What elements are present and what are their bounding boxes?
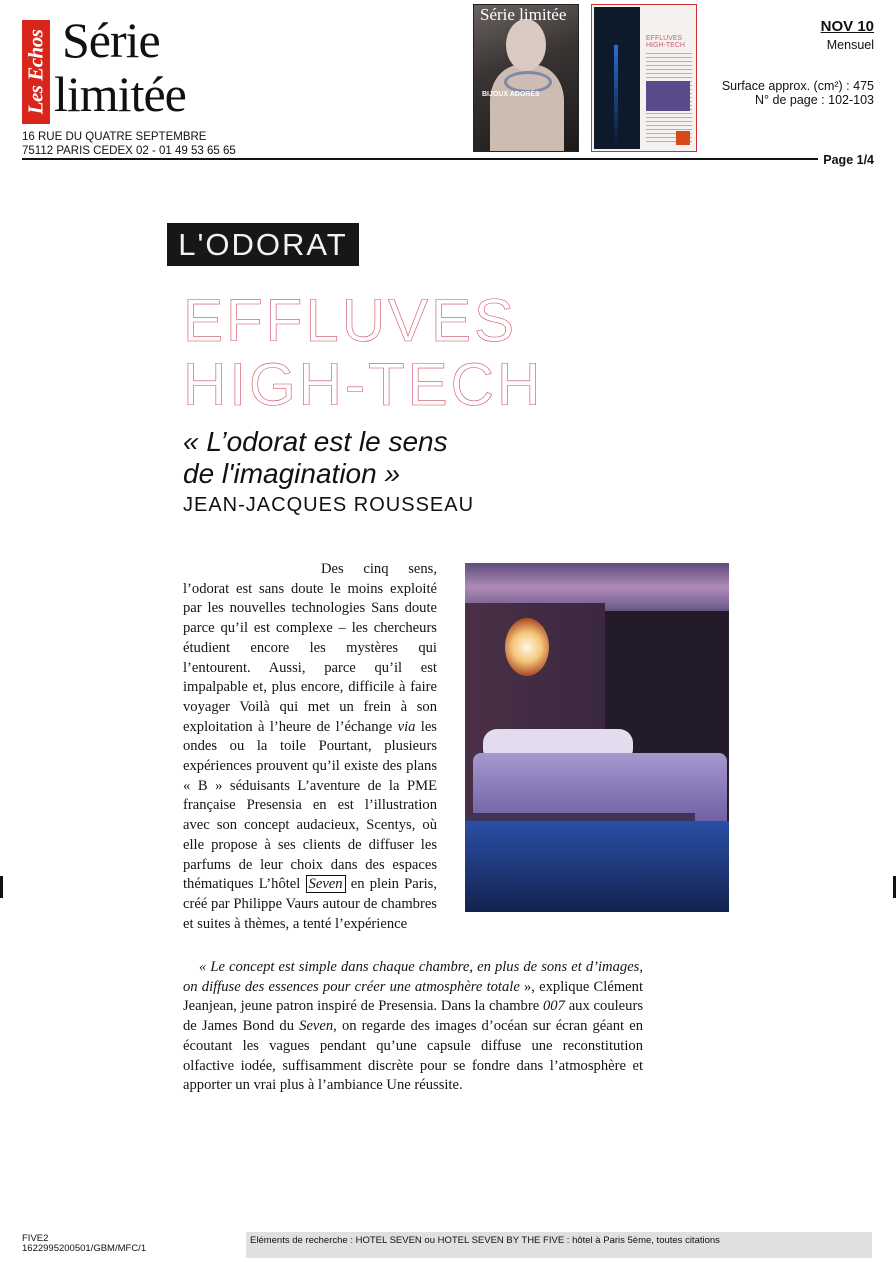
article-body-full-width [183, 958, 643, 1096]
hotel-room-photo [465, 563, 729, 912]
publisher-address-city: 75112 PARIS CEDEX 02 - 01 49 53 65 65 [22, 145, 236, 157]
footer-code-2: 1622995200501/GBM/MFC/1 [22, 1243, 147, 1254]
page-numbers: N° de page : 102-103 [755, 93, 874, 107]
search-terms-bar [246, 1232, 872, 1258]
article-body-column [183, 560, 437, 934]
article-spread-thumbnail [591, 4, 697, 152]
article-title-line-2: HIGH-TECH [183, 351, 544, 418]
spread-title: EFFLUVES HIGH-TECH [646, 35, 685, 49]
rubric-label [167, 223, 359, 266]
cover-caption: BIJOUX ADORÉS [482, 91, 540, 98]
search-terms-text: Eléments de recherche : HOTEL SEVEN ou HOTEL SEVEN BY THE FIVE : hôtel à Paris 5ème, toutes citations [250, 1235, 720, 1246]
issue-date: NOV 10 [820, 18, 874, 35]
header-divider [22, 158, 818, 160]
cover-title: Série limitée [480, 5, 567, 24]
epigraph-line-2: de l'imagination » [183, 458, 401, 489]
page-count: Page 1/4 [823, 153, 874, 167]
les-echos-logo [22, 20, 50, 124]
magazine-cover-thumbnail [473, 4, 579, 152]
footer-code-1: FIVE2 [22, 1233, 49, 1244]
article-title-line-1: EFFLUVES [183, 287, 518, 354]
left-crop-mark [0, 876, 3, 898]
epigraph-line-1: « L’odorat est le sens [183, 426, 448, 457]
epigraph-author: JEAN-JACQUES ROUSSEAU [183, 494, 475, 516]
article-paragraph-2: « Le concept est simple dans chaque chambre, en plus de sons et d’images, on diffuse des essences pour créer une atmosphère totale », explique Clément Jeanjean, jeune patron inspiré de Presensia. Dans la chambre 007 aux couleurs de James Bond du Seven, on regarde des images d’océan sur écran géant en écoutant les vagues pendant qu’une capsule diffuse une reconstitution olfactive iodée, suffisamment discrète pour se fondre dans l’atmosphère et apporter un vrai plus à l’ambiance Une réussite. [183, 959, 643, 1094]
hotel-name-highlight: Seven [306, 875, 346, 893]
issue-frequency: Mensuel [826, 38, 874, 52]
article-paragraph-1: Des cinq sens, l’odorat est sans doute le moins exploité par les nouvelles technologies Sans doute parce qu’il est complexe – les chercheurs étudient encore les mystères qui l’entourent. Aussi, parce qu’il est impalpable et, plus encore, difficile à faire voyager Voilà qui met un frein à son exploitation à l’heure de l’échange via les ondes ou la toile Pourtant, plusieurs expériences prouvent qu’il existe des plans « B » séduisants L’aventure de la PME française Presensia en est l’illustration avec son concept audacieux, Scentys, où elle propose à ses clients de diffuser les parfums de leur choix dans des espaces thématiques L’hôtel Seven en plein Paris, créé par Philippe Vaurs autour de chambres et suites à thèmes, a tenté l’expérience [183, 561, 437, 932]
surface-area: Surface approx. (cm²) : 475 [721, 79, 874, 93]
publisher-address-street: 16 RUE DU QUATRE SEPTEMBRE [22, 131, 207, 143]
les-echos-logo-text: Les Echos [23, 29, 48, 115]
rubric-text: L'ODORAT [178, 227, 348, 262]
masthead-line-2: limitée [54, 66, 186, 122]
masthead-line-1: Série [62, 12, 160, 68]
